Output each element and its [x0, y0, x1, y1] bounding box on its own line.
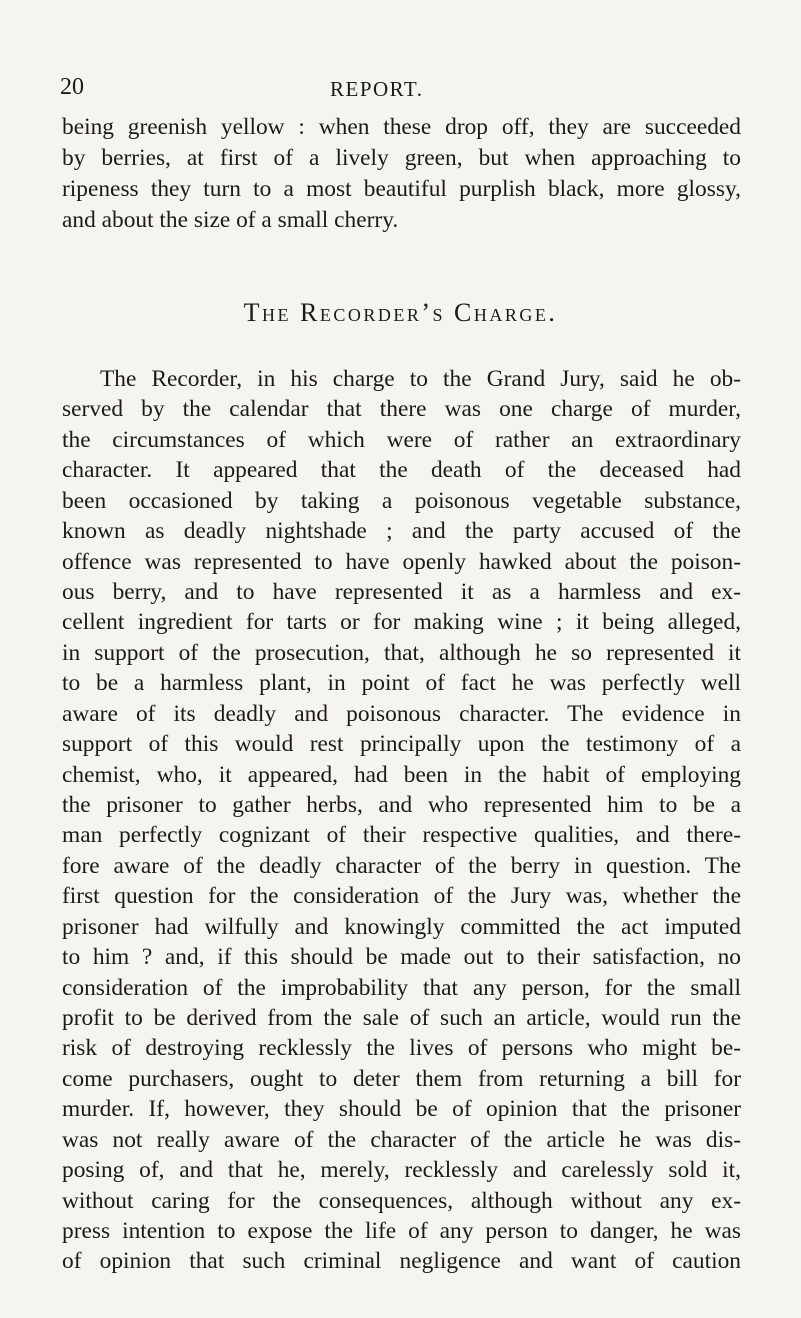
text-line: consideration of the improbability that any person, for the small [62, 975, 741, 1001]
text-line: posing of, and that he, merely, recklessly and carelessly sold it, [62, 1157, 741, 1183]
text-line: come purchasers, ought to deter them from returning a bill for [62, 1066, 741, 1092]
text-line: been occasioned by taking a poisonous vegetable substance, [62, 488, 741, 514]
text-line: risk of destroying recklessly the lives of persons who might be- [62, 1035, 741, 1061]
text-line: without caring for the consequences, although without any ex- [62, 1188, 741, 1214]
text-line: character. It appeared that the death of the deceased had [62, 457, 741, 483]
text-line: The Recorder, in his charge to the Grand Jury, said he ob- [100, 366, 741, 392]
text-line: and about the size of a small cherry. [62, 207, 399, 233]
text-line: chemist, who, it appeared, had been in the habit of employing [62, 762, 741, 788]
page-number: 20 [60, 74, 84, 100]
text-line: prisoner had wilfully and knowingly committed the act imputed [62, 914, 741, 940]
text-line: man perfectly cognizant of their respective qualities, and there- [62, 822, 741, 848]
section-heading: The Recorder’s Charge. [243, 298, 558, 327]
text-line: aware of its deadly and poisonous character. The evidence in [62, 701, 741, 727]
text-line: being greenish yellow : when these drop off, they are succeeded [62, 114, 741, 140]
text-line: cellent ingredient for tarts or for making wine ; it being alleged, [62, 609, 741, 635]
text-line: to him ? and, if this should be made out to their satisfaction, no [62, 944, 741, 970]
text-line: of opinion that such criminal negligence and want of caution [62, 1248, 741, 1274]
text-line: the prisoner to gather herbs, and who represented him to be a [62, 792, 741, 818]
text-line: support of this would rest principally upon the testimony of a [62, 731, 741, 757]
text-line: offence was represented to have openly hawked about the poison- [62, 549, 741, 575]
text-line: served by the calendar that there was one charge of murder, [62, 396, 741, 422]
text-line: by berries, at first of a lively green, but when approaching to [62, 145, 741, 171]
running-title: REPORT. [330, 77, 424, 101]
text-line: was not really aware of the character of the article he was dis- [62, 1127, 741, 1153]
text-line: ripeness they turn to a most beautiful purplish black, more glossy, [62, 176, 741, 202]
text-line: fore aware of the deadly character of the berry in question. The [62, 853, 741, 879]
text-line: first question for the consideration of the Jury was, whether the [62, 883, 741, 909]
text-line: ous berry, and to have represented it as a harmless and ex- [62, 579, 741, 605]
text-line: press intention to expose the life of any person to danger, he was [62, 1218, 741, 1244]
text-line: to be a harmless plant, in point of fact he was perfectly well [62, 670, 741, 696]
text-line: murder. If, however, they should be of opinion that the prisoner [62, 1096, 741, 1122]
text-line: in support of the prosecution, that, although he so represented it [62, 640, 741, 666]
text-line: known as deadly nightshade ; and the party accused of the [62, 518, 741, 544]
text-line: the circumstances of which were of rather an extraordinary [62, 427, 741, 453]
text-line: profit to be derived from the sale of such an article, would run the [62, 1005, 741, 1031]
